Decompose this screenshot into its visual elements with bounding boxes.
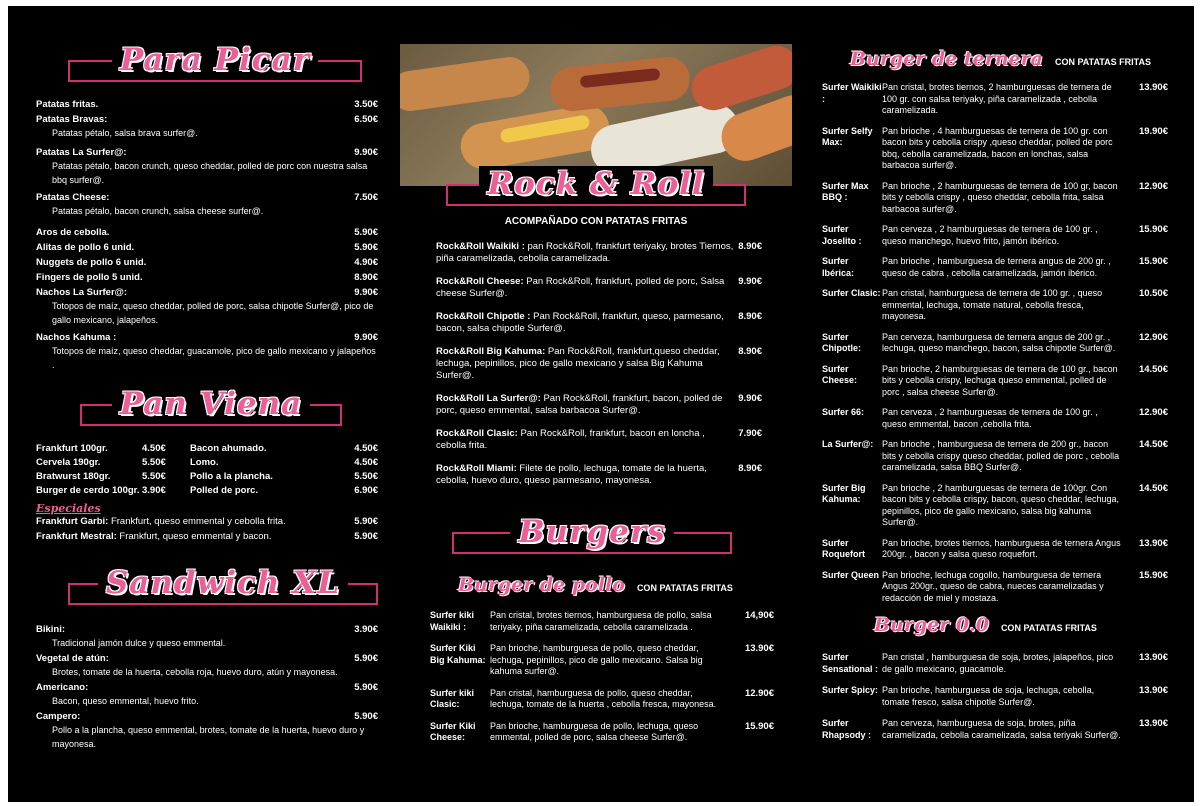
menu-item: Surfer Kiki Big Kahuma: Pan brioche, hamburguesa de pollo, queso cheddar, lechuga, pepinillos, pico de gallo mexicano. Salsa big kahuma surfer@. 13.90€ bbox=[430, 643, 774, 676]
menu-item: Surfer Clasic: Pan cristal, hamburguesa de ternera de 100 gr. , queso emmental, lechuga, tomate natural, cebolla fresca, mayonesa. 10.50€ bbox=[822, 288, 1168, 321]
menu-item: Rock&Roll Miami: Filete de pollo, lechuga, tomate de la huerta, cebolla, huevo duro, queso parmesano, mayonesa. 8.90€ bbox=[436, 463, 762, 486]
pan-viena-grid bbox=[36, 442, 378, 500]
menu-item: Surfer Rhapsody : Pan cerveza, hamburguesa de soja, brotes, piña caramelizada, cebolla caramelizada, salsa teriyaki Surfer@. 13.90€ bbox=[822, 718, 1168, 740]
section-title: Burgers bbox=[452, 514, 732, 550]
menu-item: Surfer Cheese: Pan brioche, 2 hamburguesas de ternera de 100 gr., bacon bits y cebolla crispy, lechuga queso emmental, polled de porc , salsa cheese Surfer@. 14.50€ bbox=[822, 363, 1168, 397]
menu-item: Surfer Kiki Cheese: Pan brioche, hamburguesa de pollo, lechuga, queso emmental, polled de porc, salsa cheese Surfer@. 15.90€ bbox=[430, 720, 774, 742]
menu-item: Nachos Kahuma : 9.90€ Totopos de maíz, queso cheddar, guacamole, pico de gallo mexicano y jalapeños . bbox=[36, 332, 378, 370]
menu-item: Patatas Cheese: 7.50€ Patatas pétalo, bacon crunch, salsa cheese surfer@. bbox=[36, 192, 378, 216]
section-title: Para Picar bbox=[68, 42, 362, 78]
menu-board bbox=[8, 6, 1194, 802]
menu-item: Surfer kiki Clasic: Pan cristal, hamburguesa de pollo, queso cheddar, lechuga, tomate de la huerta , cebolla fresca, mayonesa. 12.90€ bbox=[430, 687, 774, 709]
menu-item: Frankfurt Mestral: Frankfurt, queso emmental y bacon. 5.90€ bbox=[36, 531, 378, 542]
viena-row: Bratwurst 180gr. 5.50€ Pollo a la plancha. 5.50€ bbox=[36, 471, 378, 482]
menu-item: Americano: 5.90€ Bacon, queso emmental, huevo frito. bbox=[36, 682, 378, 706]
especiales-label: Especiales bbox=[36, 502, 101, 515]
menu-item: Rock&Roll Clasic: Pan Rock&Roll, frankfurt, bacon en loncha , cebolla frita. 7.90€ bbox=[436, 428, 762, 451]
para-picar-list bbox=[36, 98, 378, 372]
menu-item: Surfer Roquefort Pan brioche, brotes tiernos, hamburguesa de ternera Angus 200gr. , bacon y salsa queso roquefort. 13.90€ bbox=[822, 537, 1168, 559]
menu-item: Surfer Max BBQ : Pan brioche , 2 hamburguesas de ternera de 100 gr, bacon bits y cebolla crispy , queso cheddar, cebolla frita, salsa barbacoa surfer@. 12.90€ bbox=[822, 180, 1168, 214]
especiales-list bbox=[36, 515, 378, 543]
menu-item: Patatas La Surfer@: 9.90€ Patatas pétalo, bacon crunch, queso cheddar, polled de porc con nuestra salsa bbq surfer@. bbox=[36, 147, 378, 185]
section-title: Pan Viena bbox=[80, 386, 342, 422]
burger-pollo-list bbox=[430, 610, 774, 744]
menu-item: Patatas Bravas: 6.50€ Patatas pétalo, salsa brava surfer@. bbox=[36, 114, 378, 138]
ternera-heading: Burger de ternera CON PATATAS FRITAS bbox=[850, 48, 1151, 70]
menu-item: La Surfer@: Pan brioche , hamburguesa de ternera de 200 gr., bacon bits y cebolla crispy queso cheddar, polled de porc , cebolla caramelizada, salsa BBQ Surfer@. 14.50€ bbox=[822, 439, 1168, 472]
menu-item: Surfer Waikiki : Pan cristal, brotes tiernos, 2 hamburguesas de ternera de 100 gr. con salsa teriyaky, piña caramelizada , cebolla caramelizada. 13.90€ bbox=[822, 82, 1168, 115]
menu-item: Alitas de pollo 6 unid. 5.90€ bbox=[36, 242, 378, 253]
burger00-list bbox=[822, 652, 1168, 741]
ternera-list bbox=[822, 82, 1168, 604]
rock-roll-list bbox=[400, 241, 792, 487]
viena-row: Frankfurt 100gr. 4.50€ Bacon ahumado. 4.50€ bbox=[36, 443, 378, 454]
hotdog-image bbox=[400, 54, 532, 113]
rock-roll-banner bbox=[446, 166, 746, 214]
menu-item: Surfer kiki Waikiki : Pan cristal, brotes tiernos, hamburguesa de pollo, salsa teriyaky, piña caramelizada, cebolla caramelizada . 14,90€ bbox=[430, 610, 774, 632]
menu-item: Surfer Big Kahuma: Pan brioche , 2 hamburguesas de ternera de 100gr. Con bacon bits y cebolla crispy, bacon, queso cheddar, lechuga, pepinillos, pico de gallo mexicano, salsa big kahuma Surfer@. 14.50€ bbox=[822, 482, 1168, 527]
menu-item: Rock&Roll Chipotle : Pan Rock&Roll, frankfurt, queso, parmesano, bacon, salsa chipotle Surfer@. 8.90€ bbox=[436, 311, 762, 334]
menu-item: Patatas fritas. 3.50€ bbox=[36, 99, 378, 110]
menu-item: Nachos La Surfer@: 9.90€ Totopos de maíz, queso cheddar, polled de porc, salsa chipotle Surfer@, pico de gallo mexicano, jalapeños. bbox=[36, 287, 378, 325]
menu-item: Surfer Queen Pan brioche, lechuga cogollo, hamburguesa de ternera Angus 200gr., queso de cabra, nueces caramelizadas y redacción de miel y mostaza. 15.90€ bbox=[822, 569, 1168, 603]
burgers-banner bbox=[452, 514, 732, 562]
viena-row: Cervela 190gr. 5.50€ Lomo. 4.50€ bbox=[36, 457, 378, 468]
hotdog-photo bbox=[400, 44, 792, 186]
pan-viena-banner bbox=[80, 386, 342, 434]
menu-item: Surfer 66: Pan cerveza , 2 hamburguesas de ternera de 100 gr. , queso emmental, bacon ,cebolla frita. 12.90€ bbox=[822, 407, 1168, 429]
menu-item: Fingers de pollo 5 unid. 8.90€ bbox=[36, 272, 378, 283]
section-title: Rock & Roll bbox=[446, 166, 746, 202]
menu-item: Rock&Roll La Surfer@: Pan Rock&Roll, frankfurt, bacon, polled de porc, queso emmental, salsa barbacoa Surfer@. 9.90€ bbox=[436, 393, 762, 416]
menu-item: Rock&Roll Waikiki : pan Rock&Roll, frankfurt teriyaky, brotes Tiernos, piña caramelizada, cebolla caramelizada. 8.90€ bbox=[436, 241, 762, 264]
column-left bbox=[36, 6, 378, 802]
sandwich-list bbox=[36, 623, 378, 751]
para-picar-banner bbox=[68, 42, 362, 90]
rock-roll-section bbox=[400, 216, 792, 498]
menu-item: Campero: 5.90€ Pollo a la plancha, queso emmental, brotes, tomate de la huerta, huevo duro y mayonesa. bbox=[36, 711, 378, 749]
menu-item: Surfer Spicy: Pan brioche, hamburguesa de soja, lechuga, cebolla, tomate fresco, salsa chipotle Surfer@. 13.90€ bbox=[822, 685, 1168, 707]
menu-item: Rock&Roll Cheese: Pan Rock&Roll, frankfurt, polled de porc, Salsa cheese Surfer@. 9.90€ bbox=[436, 276, 762, 299]
sandwich-banner bbox=[68, 565, 378, 613]
menu-item: Rock&Roll Big Kahuma: Pan Rock&Roll, frankfurt,queso cheddar, lechuga, pepinillos, pico de gallo mexicano y salsa Big Kahuma Surfer@. 8.90€ bbox=[436, 346, 762, 381]
menu-item: Bikini: 3.90€ Tradicional jamón dulce y queso emmental. bbox=[36, 624, 378, 648]
column-right bbox=[816, 6, 1176, 802]
section-title: Sandwich XL bbox=[68, 565, 378, 601]
menu-item: Surfer Chipotle: Pan cerveza, hamburguesa de ternera angus de 200 gr. , lechuga, queso manchego, bacon, salsa chipotle Surfer@. 12.90€ bbox=[822, 331, 1168, 353]
menu-item: Surfer Sensational : Pan cristal , hamburguesa de soja, brotes, jalapeños, pico de gallo mexicano, guacamole. 13.90€ bbox=[822, 652, 1168, 674]
menu-item: Nuggets de pollo 6 unid. 4.90€ bbox=[36, 257, 378, 268]
burger00-heading: Burger 0.0 CON PATATAS FRITAS bbox=[874, 614, 1097, 636]
menu-item: Aros de cebolla. 5.90€ bbox=[36, 227, 378, 238]
menu-item: Vegetal de atún: 5.90€ Brotes, tomate de la huerta, cebolla roja, huevo duro, atún y mayonesa. bbox=[36, 653, 378, 677]
column-middle bbox=[400, 6, 792, 802]
menu-item: Frankfurt Garbi: Frankfurt, queso emmental y cebolla frita. 5.90€ bbox=[36, 516, 378, 527]
rock-roll-subtitle: ACOMPAÑADO CON PATATAS FRITAS bbox=[504, 216, 688, 227]
menu-item: Surfer Joselito : Pan cerveza , 2 hamburguesas de ternera de 100 gr. , queso manchego, huevo frito, jamón ibérico. 15.90€ bbox=[822, 224, 1168, 246]
menu-item: Surfer Ibérica: Pan brioche , hamburguesa de ternera angus de 200 gr. , queso de cabra , cebolla caramelizada, jamón ibérico. 15.90€ bbox=[822, 256, 1168, 278]
burger-pollo-heading: Burger de pollo CON PATATAS FRITAS bbox=[458, 574, 733, 596]
viena-row: Burger de cerdo 100gr. 3.90€ Polled de porc. 6.90€ bbox=[36, 485, 378, 496]
menu-item: Surfer Selfy Max: Pan brioche , 4 hamburguesas de ternera de 100 gr. con bacon bits y cebolla crispy ,queso cheddar, polled de porc bbq, cebolla caramelizada, bacon en lonchas, salsa barbacoa surfer@. 19.90€ bbox=[822, 125, 1168, 170]
